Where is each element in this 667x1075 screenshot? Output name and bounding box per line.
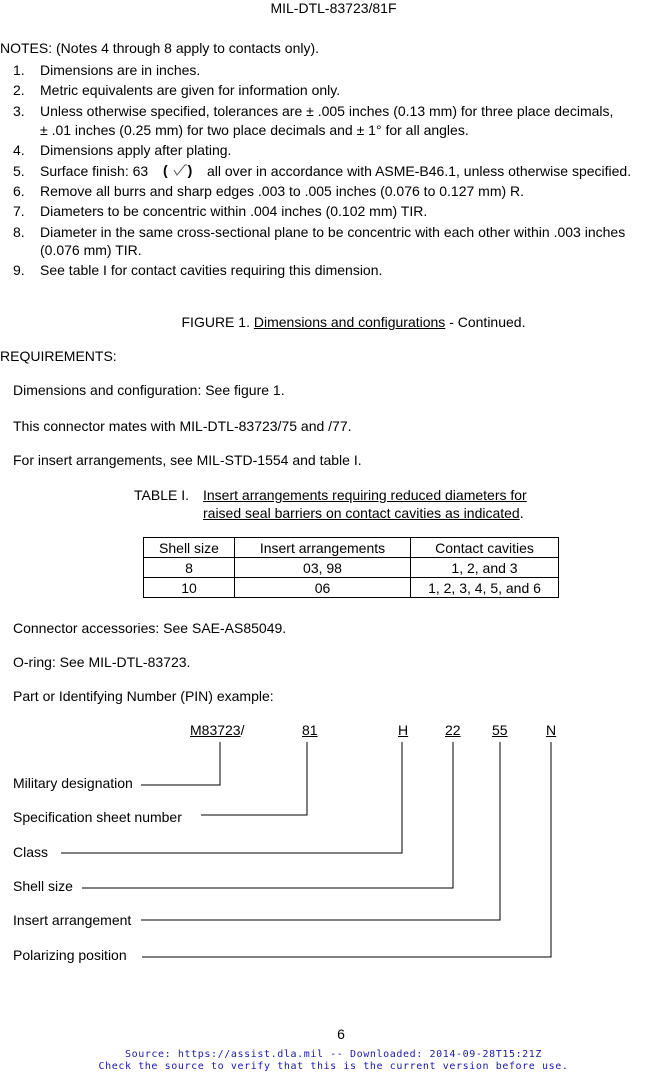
pin-code-spec-sheet: 81	[302, 722, 318, 738]
figure-caption-title: Dimensions and configurations	[253, 314, 446, 330]
footer-check: Check the source to verify that this is the current version before use.	[98, 1061, 569, 1072]
table-title-end: .	[519, 505, 524, 521]
note-text: See table I for contact cavities requiring this dimension.	[40, 262, 383, 278]
pin-code-class: H	[398, 722, 409, 738]
pin-label-shell-size: Shell size	[13, 878, 73, 894]
pin-slash: /	[240, 722, 245, 738]
requirement-mates: This connector mates with MIL-DTL-83723/75 and /77.	[13, 418, 352, 434]
pin-label-military: Military designation	[13, 775, 133, 791]
table-header-insert-arrangements: Insert arrangements	[235, 538, 411, 558]
figure-caption-prefix: FIGURE 1.	[181, 314, 254, 330]
note-text: Unless otherwise specified, tolerances are ± .005 inches (0.13 mm) for three place decimals,	[40, 103, 614, 119]
note-text: Metric equivalents are given for information only.	[40, 82, 341, 98]
note-number: 7.	[13, 203, 25, 219]
notes-heading: NOTES: (Notes 4 through 8 apply to contacts only).	[0, 40, 320, 56]
table-cell: 10	[144, 578, 235, 598]
note-number: 9.	[13, 262, 25, 278]
oring: O-ring: See MIL-DTL-83723.	[13, 654, 191, 670]
table-cell: 8	[144, 558, 235, 578]
note-text: Diameter in the same cross-sectional plane to be concentric with each other within .003 inches	[40, 224, 626, 240]
requirement-dimensions: Dimensions and configuration: See figure 1.	[13, 382, 285, 398]
pin-code: M83723	[190, 722, 241, 738]
note-number: 6.	[13, 183, 25, 199]
leader-line-class	[61, 742, 402, 853]
note-number: 3.	[13, 103, 25, 119]
note-number: 4.	[13, 142, 25, 158]
note-text: Diameters to be concentric within .004 inches (0.102 mm) TIR.	[40, 203, 428, 219]
pin-label-polarizing: Polarizing position	[13, 947, 127, 963]
surface-finish-symbol: ( )	[163, 162, 193, 178]
table-label: TABLE I.	[134, 487, 189, 503]
pin-label-spec-sheet: Specification sheet number	[13, 809, 182, 825]
table-cell: 06	[235, 578, 411, 598]
leader-line-spec-sheet	[201, 742, 307, 815]
table-header-shell-size: Shell size	[144, 538, 235, 558]
leader-line-insert	[141, 742, 500, 920]
requirement-insert: For insert arrangements, see MIL-STD-1554 and table I.	[13, 452, 362, 468]
pin-heading: Part or Identifying Number (PIN) example:	[13, 688, 274, 704]
document-header: MIL-DTL-83723/81F	[270, 0, 397, 16]
table-header-contact-cavities: Contact cavities	[411, 538, 559, 558]
note-text: Dimensions apply after plating.	[40, 142, 232, 158]
pin-label-class: Class	[13, 844, 49, 860]
note-text-continued: ± .01 inches (0.25 mm) for two place decimals and ± 1° for all angles.	[40, 122, 469, 138]
figure-caption-suffix: - Continued.	[445, 314, 526, 330]
note-text-continued: (0.076 mm) TIR.	[40, 242, 142, 258]
note-number: 5.	[13, 163, 25, 179]
note-number: 1.	[13, 62, 25, 78]
note-number: 2.	[13, 82, 25, 98]
leader-line-military	[141, 742, 220, 785]
note-text: Remove all burrs and sharp edges .003 to .005 inches (0.076 to 0.127 mm) R.	[40, 183, 525, 199]
connector-accessories: Connector accessories: See SAE-AS85049.	[13, 620, 287, 636]
table-cell: 03, 98	[235, 558, 411, 578]
pin-label-insert: Insert arrangement	[13, 912, 132, 928]
pin-code-insert: 55	[492, 722, 508, 738]
pin-code-polarizing: N	[546, 722, 557, 738]
table-title-line1: Insert arrangements requiring reduced diameters for	[203, 487, 527, 503]
note-text-continued: all over in accordance with ASME-B46.1, unless otherwise specified.	[207, 163, 632, 179]
table-cell: 1, 2, and 3	[411, 558, 559, 578]
footer-source: Source: https://assist.dla.mil -- Downloaded: 2014-09-28T15:21Z	[124, 1049, 543, 1060]
table-cell: 1, 2, 3, 4, 5, and 6	[411, 578, 559, 598]
note-number: 8.	[13, 224, 25, 240]
page-number: 6	[337, 1026, 345, 1042]
table-title-line2: raised seal barriers on contact cavities as indicated	[203, 505, 520, 521]
leader-line-polarizing	[142, 742, 551, 957]
note-text: Dimensions are in inches.	[40, 62, 201, 78]
note-text: Surface finish: 63	[40, 163, 149, 179]
pin-code-shell-size: 22	[445, 722, 461, 738]
requirements-heading: REQUIREMENTS:	[0, 348, 117, 364]
